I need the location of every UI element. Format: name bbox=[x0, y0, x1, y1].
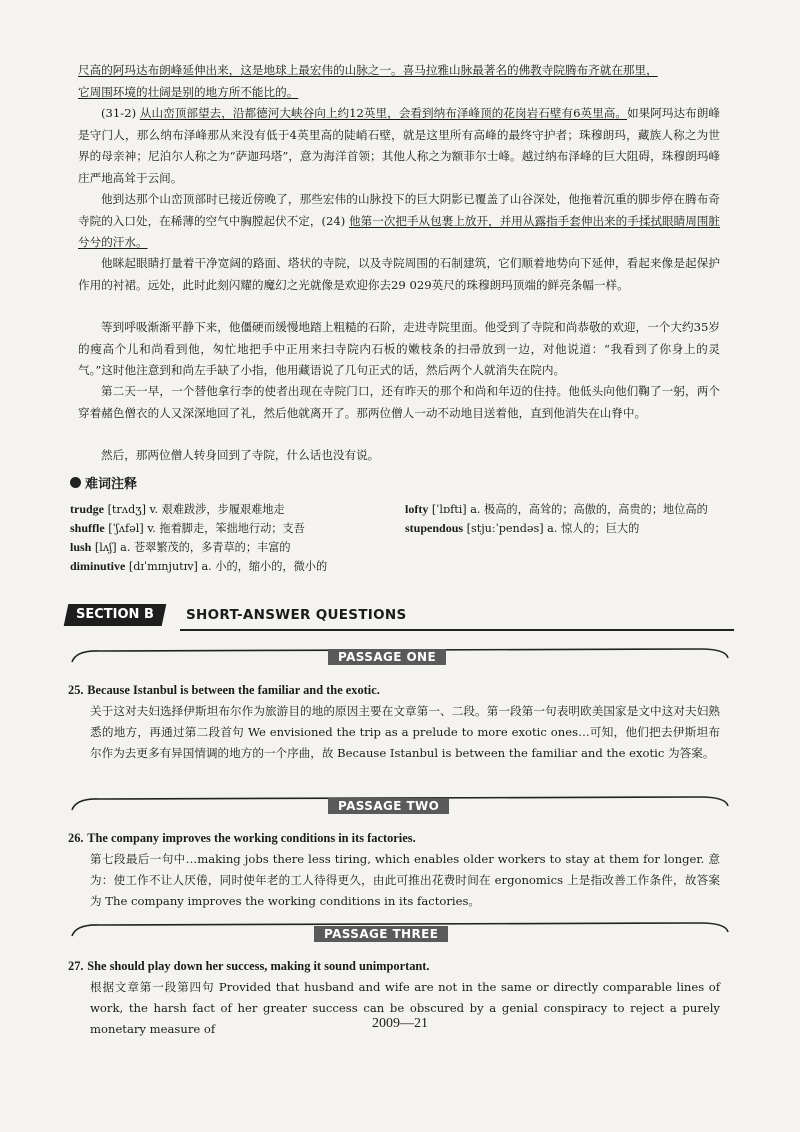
passage-divider bbox=[70, 794, 730, 812]
p1-line1: 尺高的阿玛达布朗峰延伸出来，这是地球上最宏伟的山脉之一。喜马拉雅山脉最著名的佛教寺院腾布齐就在那里， bbox=[78, 63, 658, 77]
passage-divider bbox=[70, 920, 730, 941]
answer-explanation: 根据文章第一段第四句 Provided that husband and wife are not in the same or directly comparable lines of work, the harsh fact of her greater success can be obscured by a genial conspiracy to reject a purely monetary measure of bbox=[90, 980, 720, 1036]
answer-question: She should play down her success, making it sound unimportant. bbox=[87, 959, 430, 973]
paragraph-5: 等到呼吸渐渐平静下来，他僵硬而缓慢地踏上粗糙的石阶，走进寺院里面。他受到了寺院和尚恭敬的欢迎，一个大约35岁的瘦高个儿和尚看到他，匆忙地把手中正用来扫寺院内石板的嫩枝条的扫帚放到一边，对他说道：“我看到了你身上的灵气。”这时他注意到和尚左手缺了小指，他用藏语说了几句正式的话，然后两个人就消失在院内。 bbox=[78, 320, 720, 377]
passage-label: PASSAGE ONE bbox=[328, 649, 446, 665]
section-header bbox=[66, 604, 734, 630]
vocab-item: stupendous [stjuːˈpendəs] a. 惊人的；巨大的 bbox=[405, 521, 640, 535]
p3-start: 他到达那个山峦顶部时已接近傍晚了，那些宏伟的山脉投下的巨大阴影已覆盖了山谷深处，他拖着沉重的脚步停在腾布奇寺院的入口处，在稀薄的空气中胸膛起伏不定， bbox=[78, 192, 720, 228]
p1-line2: 它周围环境的壮阔是别的地方所不能比的。 bbox=[78, 84, 299, 99]
passage-label: PASSAGE TWO bbox=[328, 798, 449, 814]
section-title: SHORT-ANSWER QUESTIONS bbox=[186, 607, 407, 623]
bullet-icon bbox=[70, 477, 81, 488]
paragraph-6: 第二天一早，一个替他拿行李的使者出现在寺院门口，还有昨天的那个和尚和年迈的住持。他低头向他们鞠了一躬，两个穿着赭色僧衣的人又深深地回了礼，然后他就离开了。那两位僧人一动不动地目送着他，直到他消失在山脊中。 bbox=[78, 384, 720, 420]
answer-explanation: 第七段最后一句中…making jobs there less tiring, which enables older workers to stay at them for longer. 意为：使工作不让人厌倦，同时使年老的工人待得更久，由此可推出花费时间在 ergonomics 上是指改善工作条件，故答案为 The company improves the working conditions in its factories。 bbox=[90, 852, 720, 908]
paragraph-2 bbox=[78, 103, 720, 189]
page-number: 2009—21 bbox=[372, 1016, 428, 1031]
paragraph-1 bbox=[78, 60, 720, 103]
paragraph-3 bbox=[78, 189, 720, 254]
vocab-left bbox=[70, 500, 390, 576]
p2-marker: (31-2) bbox=[101, 106, 137, 120]
section-tag: SECTION B bbox=[64, 604, 167, 626]
answer-26: 26. The company improves the working conditions in its factories. 第七段最后一句中…making jobs there less tiring, which enables older workers to stay at them for longer. 意为：使工作不让人厌倦，同时使年老的工人待得更久，由此可推出花费时间在 ergonomics 上是指改善工作条件，故答案为 The company improves the working conditions in its factories。 bbox=[68, 828, 720, 912]
p3-marker: (24) bbox=[321, 213, 346, 228]
vocab-right bbox=[405, 500, 725, 538]
answer-question: The company improves the working conditions in its factories. bbox=[87, 831, 416, 845]
p3-underlined: 他第一次把手从包裹上放开，并用从露指手套伸出来的手揉拭眼睛周围脏兮兮的汗水。 bbox=[78, 213, 720, 249]
vocab-item: diminutive [dɪˈmɪnjutɪv] a. 小的，缩小的，微小的 bbox=[70, 559, 328, 573]
paragraph-4: 他眯起眼睛打量着干净宽阔的路面、塔状的寺院，以及寺院周围的石制建筑，它们顺着地势向下延伸，看起来像是起保护作用的衬裙。远处，此时此刻闪耀的魔幻之光就像是欢迎你去29 029英尺的珠穆朗玛顶端的鲜亮条幅一样。 bbox=[78, 256, 720, 292]
vocab-item: shuffle [ˈʃʌfəl] v. 拖着脚走，笨拙地行动；支吾 bbox=[70, 521, 305, 535]
p2-underlined: 从山峦顶部望去，沿都德河大峡谷向上约12英里，会看到纳布泽峰顶的花岗岩石壁有6英里高。 bbox=[139, 106, 628, 120]
paragraph-7: 然后，那两位僧人转身回到了寺院，什么话也没有说。 bbox=[101, 448, 380, 462]
passage-divider bbox=[70, 646, 730, 664]
vocab-item: trudge [trʌdʒ] v. 艰难跋涉，步履艰难地走 bbox=[70, 502, 285, 516]
vocab-item: lush [lʌʃ] a. 苍翠繁茂的，多青草的；丰富的 bbox=[70, 540, 291, 554]
answer-explanation: 关于这对夫妇选择伊斯坦布尔作为旅游目的地的原因主要在文章第一、二段。第一段第一句表明欧美国家是文中这对夫妇熟悉的地方，再通过第二段首句 We envisioned the trip as a prelude to more exotic ones…可知，他们把去伊斯坦布尔作为去更多有异国情调的地方的一个序曲，故 Because Istanbul is between the familiar and the exotic 为答案。 bbox=[90, 704, 720, 760]
answer-27: 27. She should play down her success, making it sound unimportant. 根据文章第一段第四句 Provided that husband and wife are not in the same or directly comparable lines of work, the harsh fact of her greater success can be obscured by a genial conspiracy to reject a purely monetary measure of bbox=[68, 959, 720, 1036]
passage-label: PASSAGE THREE bbox=[314, 926, 448, 942]
p2-rest: 如果阿玛达布朗峰是守门人，那么纳布泽峰那从来没有低于4英里高的陡峭石壁，就是这里所有高峰的最终守护者；珠穆朗玛，藏族人称之为世界的母亲神；尼泊尔人称之为“萨迦玛塔”，意为海洋首领；其他人称之为额菲尔士峰。越过纳布泽峰的巨大阻碍，珠穆朗玛峰庄严地高耸于云间。 bbox=[78, 106, 720, 185]
section-rule bbox=[180, 629, 734, 631]
vocab-title: 难词注释 bbox=[85, 477, 138, 492]
answer-question: Because Istanbul is between the familiar and the exotic. bbox=[87, 683, 380, 697]
answer-25: 25. Because Istanbul is between the familiar and the exotic. 关于这对夫妇选择伊斯坦布尔作为旅游目的地的原因主要在文章第一、二段。第一段第一句表明欧美国家是文中这对夫妇熟悉的地方，再通过第二段首句 We envisioned the trip as a prelude to more exotic ones…可知，他们把去伊斯坦布尔作为去更多有异国情调的地方的一个序曲，故 Because Istanbul is between the familiar and the exotic 为答案。 bbox=[68, 680, 720, 764]
vocab-heading bbox=[70, 473, 137, 492]
vocab-item: lofty [ˈlɒfti] a. 极高的，高耸的；高傲的，高贵的；地位高的 bbox=[405, 502, 708, 516]
